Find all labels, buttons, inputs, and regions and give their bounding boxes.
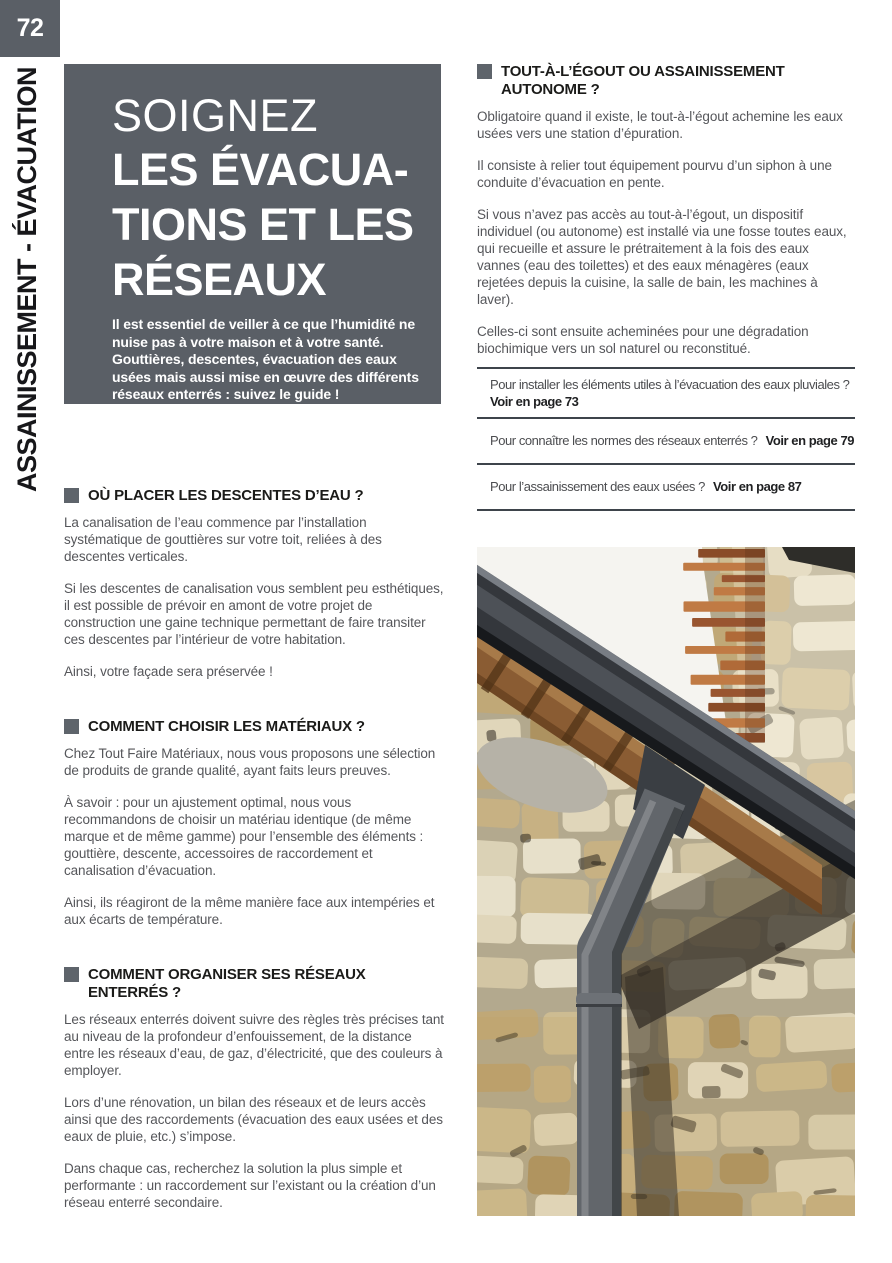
section-tout-a-legout xyxy=(477,63,855,357)
crossref-normes-reseaux[interactable] xyxy=(477,417,855,463)
page-number-badge: 72 xyxy=(0,0,60,57)
crossref-question: Pour connaître les normes des réseaux enterrés ? xyxy=(490,433,758,448)
paragraph: À savoir : pour un ajustement optimal, nous vous recommandons de choisir un matériau identique (de même marque et de même gamme) pour l’ensemble des éléments : gouttière, descente, accessoires de raccordement et canalisation d’évacuation. xyxy=(64,795,424,878)
hero-title-bold-line: LES ÉVACUA- xyxy=(112,144,409,195)
crossref-eaux-usees[interactable] xyxy=(477,463,855,509)
paragraph: La canalisation de l’eau commence par l’installation systématique de gouttières sur votre toit, reliées à des descentes verticales. xyxy=(64,515,382,564)
square-bullet-icon xyxy=(64,967,79,982)
paragraph: Si vous n’avez pas accès au tout-à-l’égout, un dispositif individuel (ou autonome) est installé via une fosse toutes eaux, qui recueille et assure le prétraitement à la fois des eaux vannes (eau des toilettes) et des eaux ménagères (eaux rejetées depuis la cuisine, la salle de bain, les machines à laver). xyxy=(477,207,847,307)
crossref-page-link[interactable]: Voir en page 73 xyxy=(490,394,579,409)
square-bullet-icon xyxy=(64,719,79,734)
right-column xyxy=(477,63,855,1216)
paragraph: Lors d’une rénovation, un bilan des réseaux et de leurs accès ainsi que des raccordements (évacuation des eaux usées et des eaux de pluie, etc.) s’impose. xyxy=(64,1095,443,1144)
paragraph: Ainsi, ils réagiront de la même manière face aux intempéries et aux écarts de température. xyxy=(64,895,435,927)
crossref-page-link[interactable]: Voir en page 87 xyxy=(713,479,802,494)
hero-title-bold-line: RÉSEAUX xyxy=(112,254,327,305)
paragraph: Chez Tout Faire Matériaux, nous vous proposons une sélection de produits de grande qualité, ayant faits leurs preuves. xyxy=(64,746,436,778)
section-side-label: ASSAINISSEMENT - ÉVACUATION xyxy=(12,66,42,492)
section-heading-label: TOUT-À-L’ÉGOUT OU ASSAINISSEMENT AUTONOME ? xyxy=(501,63,785,98)
cross-reference-list xyxy=(477,367,855,511)
section-heading-label: COMMENT ORGANISER SES RÉSEAUX ENTERRÉS ? xyxy=(88,966,366,1001)
section-heading-label: OÙ PLACER LES DESCENTES D’EAU ? xyxy=(88,487,364,504)
section-reseaux-enterres xyxy=(64,966,444,1211)
section-heading xyxy=(64,487,444,505)
paragraph: Il consiste à relier tout équipement pourvu d’un siphon à une conduite d’évacuation en pente. xyxy=(477,158,832,190)
gutter-downpipe-photo-svg xyxy=(477,547,855,1216)
crossref-page-link[interactable]: Voir en page 79 xyxy=(765,433,855,448)
section-heading-label: COMMENT CHOISIR LES MATÉRIAUX ? xyxy=(88,718,365,735)
section-heading xyxy=(64,718,444,736)
hero-title-bold-line: TIONS ET LES xyxy=(112,199,414,250)
paragraph: Ainsi, votre façade sera préservée ! xyxy=(64,664,273,679)
paragraph: Les réseaux enterrés doivent suivre des règles très précises tant au niveau de la profondeur d’enfouissement, de la distance entre les réseaux d’eau, de gaz, d’électricité, que des couleurs à employer. xyxy=(64,1012,444,1078)
hero-title-block xyxy=(64,64,441,404)
crossref-eaux-pluviales[interactable] xyxy=(477,367,855,417)
hero-title-light: SOIGNEZ xyxy=(112,90,319,141)
left-column xyxy=(64,487,444,1211)
section-choisir-materiaux xyxy=(64,718,444,928)
paragraph: Si les descentes de canalisation vous semblent peu esthétiques, il est possible de prévoir en amont de votre projet de construction une gaine technique permettant de faire transiter ces descentes par l’intérieur de votre habitation. xyxy=(64,581,444,647)
section-heading xyxy=(477,63,855,99)
square-bullet-icon xyxy=(64,488,79,503)
section-heading xyxy=(64,966,444,1002)
paragraph: Celles-ci sont ensuite acheminées pour une dégradation biochimique vers un sol naturel ou reconstitué. xyxy=(477,324,809,356)
section-descentes-eau xyxy=(64,487,444,680)
crossref-question: Pour installer les éléments utiles à l’évacuation des eaux pluviales ? xyxy=(490,377,850,392)
gutter-downpipe-photo xyxy=(477,547,855,1216)
paragraph: Obligatoire quand il existe, le tout-à-l’égout achemine les eaux usées vers une station d’épuration. xyxy=(477,109,843,141)
square-bullet-icon xyxy=(477,64,492,79)
hero-subtitle: Il est essentiel de veiller à ce que l’humidité ne nuise pas à votre maison et à votre santé. Gouttières, descentes, évacuation des eaux usées mais aussi mise en œuvre des différents réseaux enterrés : suivez le guide ! xyxy=(112,316,419,402)
crossref-question: Pour l’assainissement des eaux usées ? xyxy=(490,479,705,494)
paragraph: Dans chaque cas, recherchez la solution la plus simple et performante : un raccordement sur l’existant ou la création d’un réseau enterré secondaire. xyxy=(64,1161,436,1210)
